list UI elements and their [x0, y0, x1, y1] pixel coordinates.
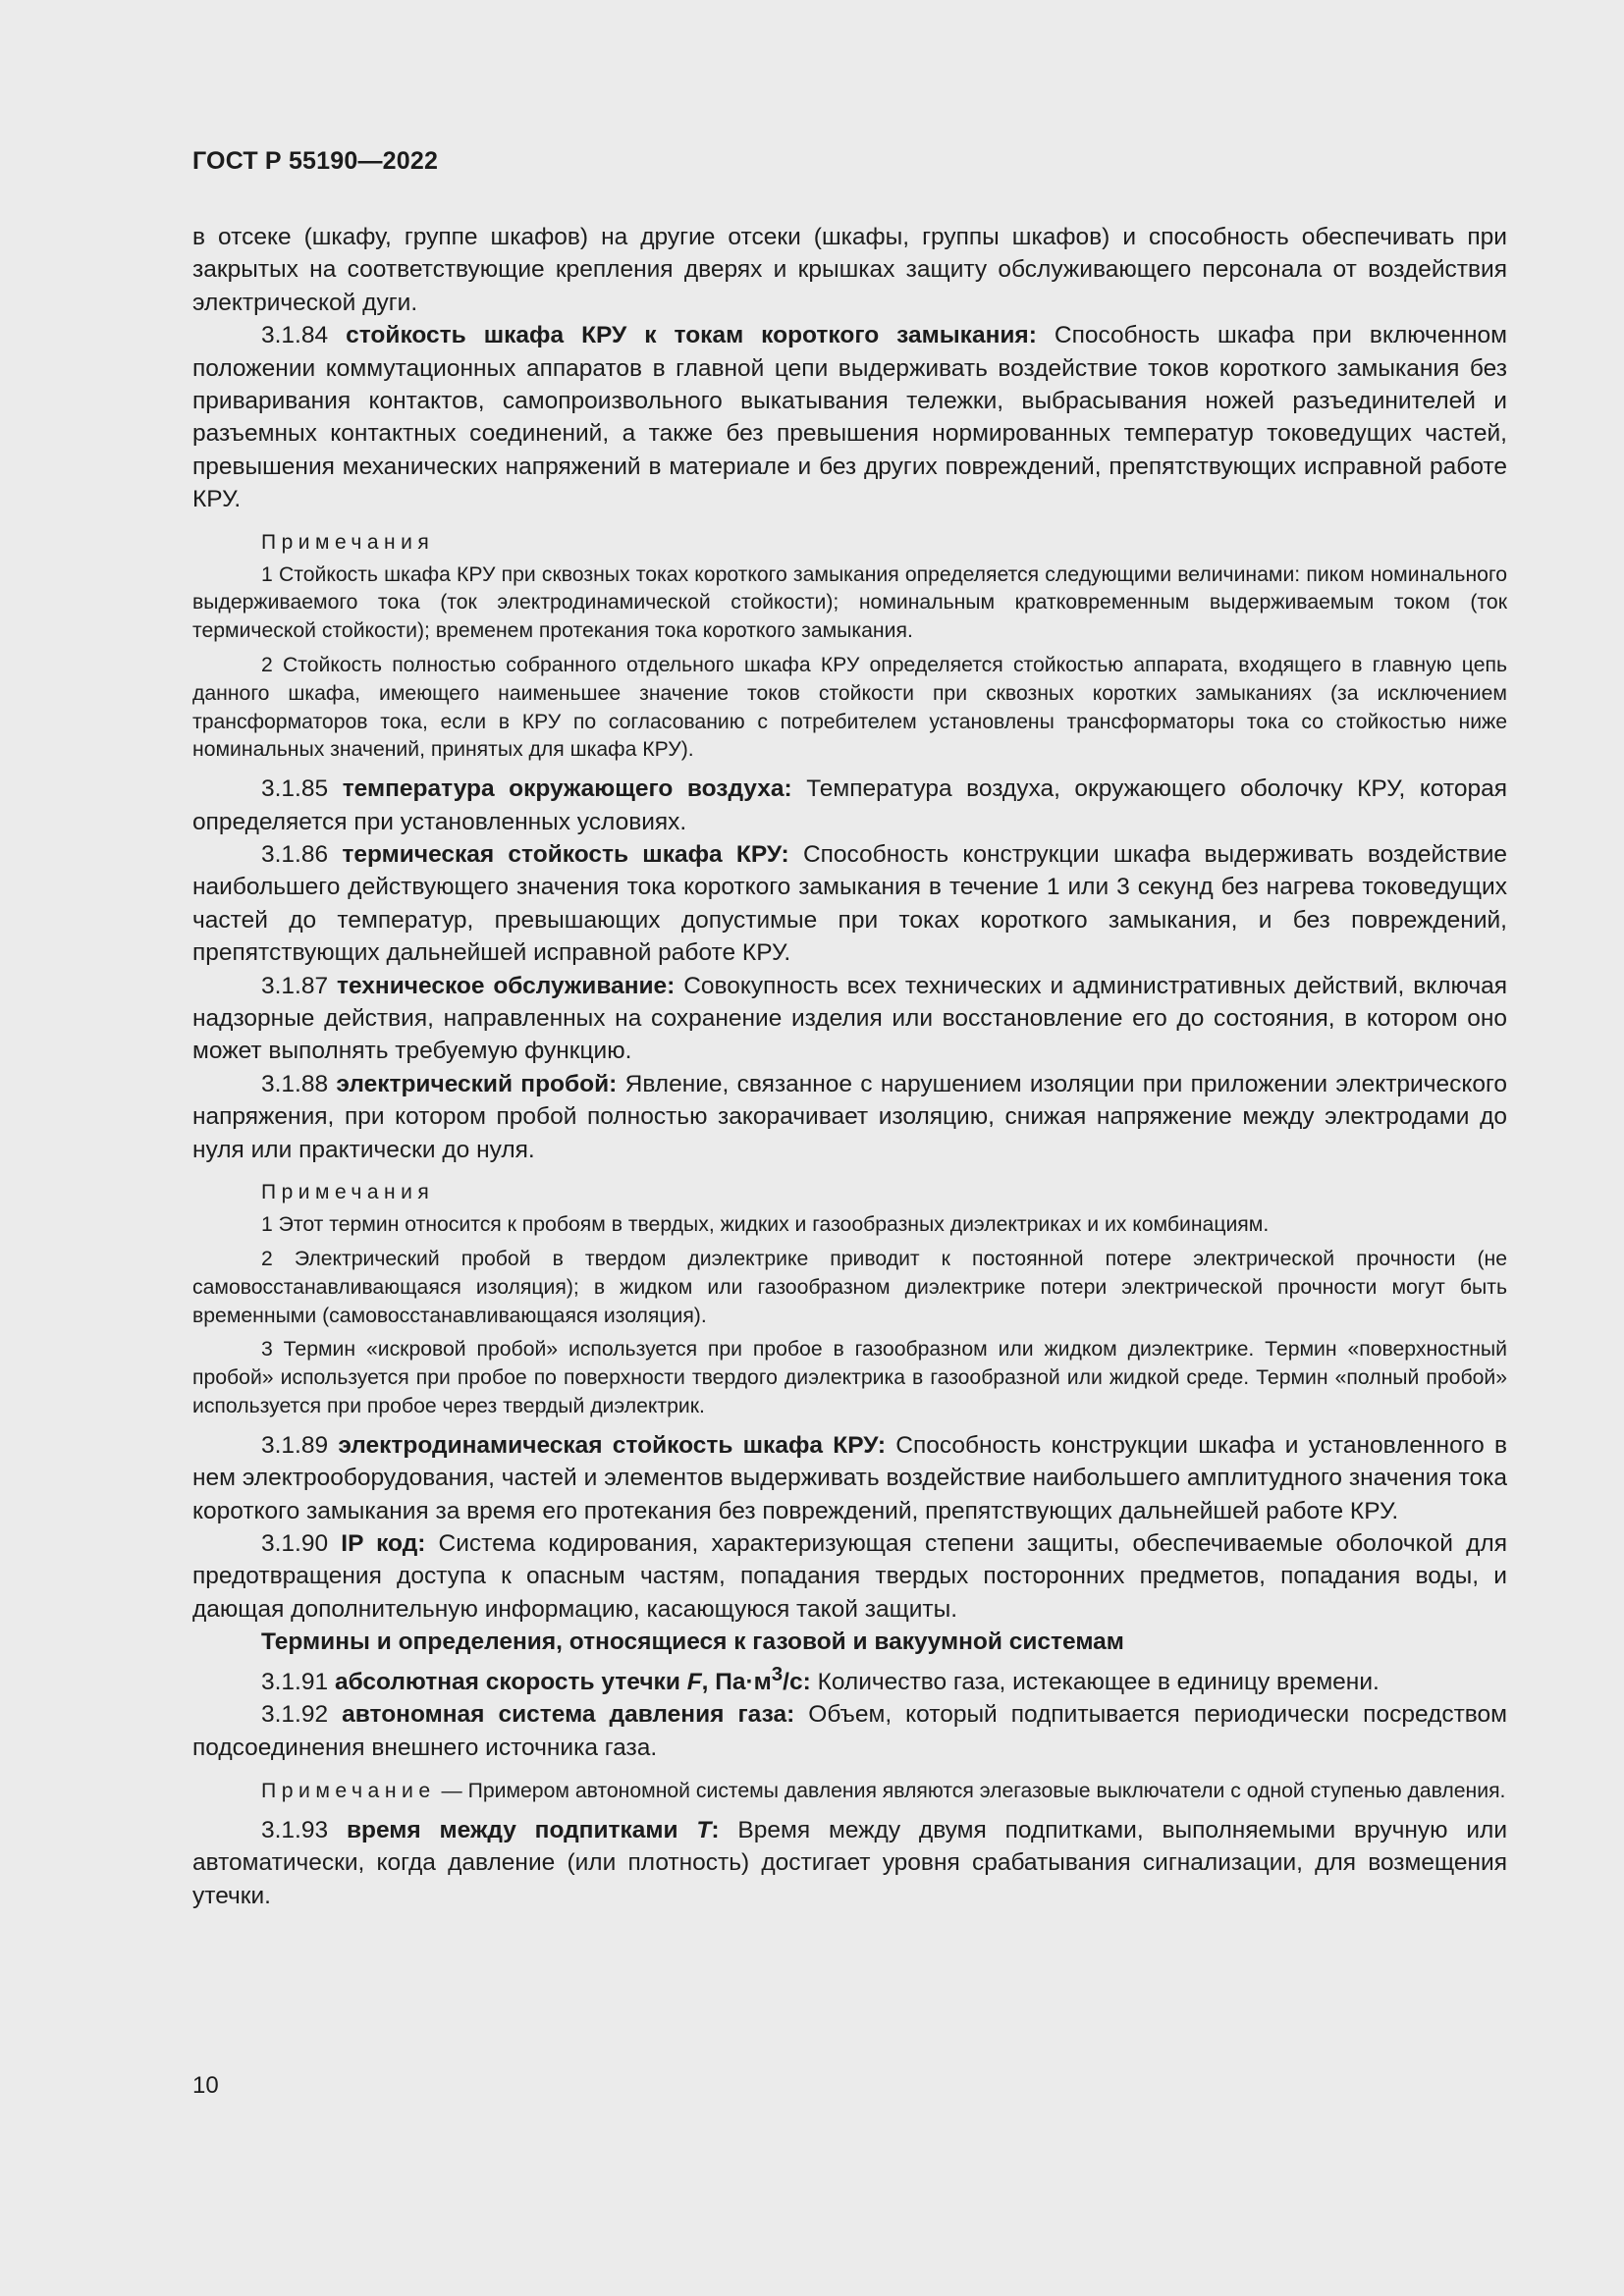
- term-definition: Температура воздуха, окружающего оболочку КРУ, которая определяется при установленных условиях.: [192, 775, 1508, 835]
- note-item: 3 Термин «искровой пробой» используется при пробое в газообразном или жидком диэлектрике. Термин «поверхностный пробой» используется при пробое по поверхности твердого диэлектрика в газообразной или жидкой среде. Термин «полный пробой» используется при пробое через твердый диэлектрик.: [192, 1338, 1507, 1417]
- term-number: 3.1.91: [261, 1668, 329, 1695]
- term-name-part: время между подпитками: [346, 1816, 697, 1843]
- term-definition: Способность конструкции шкафа выдерживать воздействие наибольшего действующего значения тока короткого замыкания в течение 1 или 3 секунд без нагрева токоведущих частей до температур, превышающих допустимые при токах короткого замыкания, и без повреждений, препятствующих дальнейшей исправной работе КРУ.: [192, 841, 1508, 967]
- term-name-part: абсолютная скорость утечки: [334, 1668, 687, 1695]
- term-name-suffix: :: [711, 1816, 720, 1843]
- term-definition: Совокупность всех технических и административных действий, включая надзорные действия, направленных на сохранение изделия или восстановление его до состояния, в котором оно может выполнять требуемую функцию.: [192, 972, 1508, 1065]
- term-name: стойкость шкафа КРУ к токам короткого замыкания:: [346, 322, 1037, 349]
- notes-label: Примечания: [261, 530, 435, 554]
- term-definition: Способность шкафа при включенном положении коммутационных аппаратов в главной цепи выдерживать воздействие токов короткого замыкания без приваривания контактов, самопроизвольного выкатывания тележки, выбрасывания ножей разъединителей и разъемных контактных соединений, а также без превышения нормированных температур токоведущих частей, превышения механических напряжений в материале и без других повреждений, препятствующих исправной работе КРУ.: [192, 322, 1507, 513]
- note-item: 2 Электрический пробой в твердом диэлектрике приводит к постоянной потере электрической прочности (не самовосстанавливающаяся изоляция); в жидком или газообразном диэлектрике потери электрической прочности могут быть временными (самовосстанавливающаяся изоляция).: [192, 1247, 1507, 1327]
- term-number: 3.1.88: [261, 1070, 329, 1097]
- continuation-paragraph: в отсеке (шкафу, группе шкафов) на другие отсеки (шкафы, группы шкафов) и способность обеспечивать при закрытых на соответствующие крепления дверях и крышках защиту обслуживающего персонала от воздействия электрической дуги.: [192, 224, 1507, 316]
- page-number: 10: [192, 2072, 219, 2099]
- term-definition: Система кодирования, характеризующая степени защиты, обеспечиваемые оболочкой для предотвращения доступа к опасным частям, попадания твердых посторонних предметов, попадания воды, и дающая дополнительную информацию, касающуюся такой защиты.: [192, 1529, 1507, 1623]
- term-name: электродинамическая стойкость шкафа КРУ:: [338, 1431, 887, 1459]
- term-definition: Объем, который подпитывается периодически посредством подсоединения внешнего источника газа.: [192, 1701, 1508, 1761]
- term-3-1-92: [192, 1698, 1507, 1764]
- notes-label: Примечания: [261, 1181, 435, 1204]
- term-name: электрический пробой:: [336, 1070, 618, 1097]
- term-name: техническое обслуживание:: [337, 972, 676, 999]
- term-variable: F: [686, 1668, 702, 1695]
- term-name: термическая стойкость шкафа КРУ:: [342, 841, 789, 869]
- term-3-1-84: [192, 319, 1507, 515]
- note-label: Примечание: [261, 1779, 436, 1802]
- term-3-1-85: [192, 773, 1507, 838]
- term-number: 3.1.89: [261, 1431, 329, 1459]
- section-subheading: Термины и определения, относящиеся к газовой и вакуумной системам: [261, 1629, 1124, 1656]
- term-number: 3.1.92: [261, 1701, 329, 1729]
- note-item: 1 Этот термин относится к пробоям в твердых, жидких и газообразных диэлектриках и их комбинациям.: [261, 1213, 1270, 1237]
- term-variable: T: [696, 1816, 712, 1843]
- term-number: 3.1.87: [261, 972, 329, 999]
- term-3-1-89: [192, 1429, 1507, 1527]
- note-item: 1 Стойкость шкафа КРУ при сквозных токах короткого замыкания определяется следующими величинами: пиком номинального выдерживаемого тока (ток электродинамической стойкости); номинальным кратковременным выдерживаемым током (ток термической стойкости); временем протекания тока короткого замыкания.: [192, 562, 1507, 643]
- term-unit-suffix: /с:: [783, 1668, 811, 1695]
- term-name: автономная система давления газа:: [342, 1701, 795, 1729]
- note-text: — Примером автономной системы давления являются элегазовые выключатели с одной ступенью давления.: [435, 1779, 1506, 1802]
- term-name: температура окружающего воздуха:: [342, 775, 792, 803]
- term-3-1-90: [192, 1527, 1507, 1626]
- term-name: [347, 1817, 720, 1843]
- term-unit: , Па·м: [701, 1668, 772, 1695]
- term-name: [334, 1663, 811, 1695]
- term-number: 3.1.86: [261, 841, 329, 869]
- term-definition: Явление, связанное с нарушением изоляции при приложении электрического напряжения, при котором пробой полностью закорачивает изоляцию, снижая напряжение между электродами до нуля или практически до нуля.: [192, 1070, 1508, 1163]
- note-single: [192, 1778, 1507, 1806]
- term-3-1-88: [192, 1068, 1507, 1166]
- document-page: [192, 147, 1507, 1912]
- term-definition: Количество газа, истекающее в единицу времени.: [817, 1668, 1380, 1695]
- term-number: 3.1.85: [261, 775, 329, 803]
- term-3-1-87: [192, 970, 1507, 1068]
- term-number: 3.1.93: [261, 1816, 329, 1843]
- term-unit-exponent: 3: [771, 1663, 784, 1685]
- note-item: 2 Стойкость полностью собранного отдельного шкафа КРУ определяется стойкостью аппарата, входящего в главную цепь данного шкафа, имеющего наименьшее значение токов стойкости при сквозных коротких замыканиях (за исключением трансформаторов тока, если в КРУ по согласованию с потребителем установлены трансформаторы тока со стойкостью ниже номинальных значений, принятых для шкафа КРУ).: [192, 654, 1507, 762]
- term-name: IP код:: [341, 1529, 426, 1557]
- term-number: 3.1.84: [261, 322, 329, 349]
- document-header: ГОСТ Р 55190—2022: [192, 147, 439, 175]
- term-3-1-93: [192, 1814, 1507, 1912]
- term-3-1-91: [192, 1659, 1507, 1699]
- term-definition: Способность конструкции шкафа и установленного в нем электрооборудования, частей и элементов выдерживать воздействие наибольшего амплитудного значения тока короткого замыкания за время его протекания без повреждений, препятствующих дальнейшей работе КРУ.: [192, 1431, 1507, 1524]
- term-definition: Время между двумя подпитками, выполняемыми вручную или автоматически, когда давление (или плотность) достигает уровня срабатывания сигнализации, для возмещения утечки.: [192, 1816, 1508, 1909]
- term-number: 3.1.90: [261, 1529, 329, 1557]
- term-3-1-86: [192, 838, 1507, 970]
